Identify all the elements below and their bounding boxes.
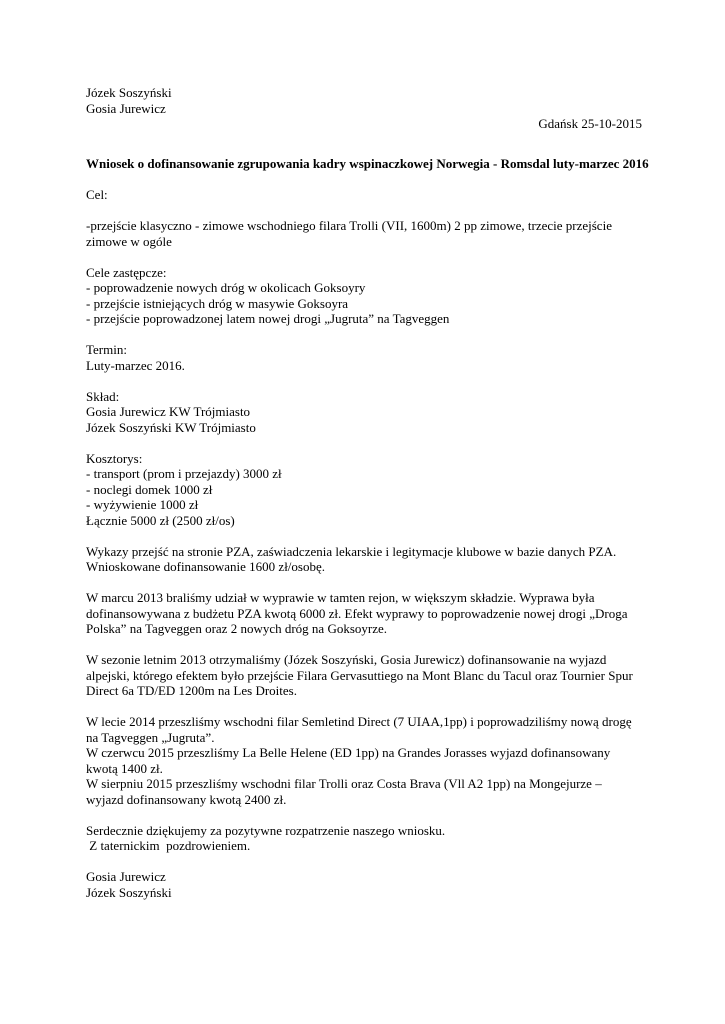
cost-item: - wyżywienie 1000 zł: [86, 497, 199, 512]
term-heading: Termin:: [86, 342, 127, 357]
letter-page: [86, 85, 649, 900]
history-paragraph: W lecie 2014 przeszliśmy wschodni filar Semletind Direct (7 UIAA,1pp) i poprowadziliśmy nową drogę na Tagveggen „Jugruta”.: [86, 714, 632, 745]
history-paragraph: W sezonie letnim 2013 otrzymaliśmy (Józek Soszyński, Gosia Jurewicz) dofinansowanie na wyjazd alpejski, którego efektem było przejście Filara Gervasuttiego na Mont Blanc du Tacul oraz Tournier Spur Direct 6a TD/ED 1200m na Les Droites.: [86, 652, 633, 698]
list-item: - przejście poprowadzonej latem nowej drogi „Jugruta” na Tagveggen: [86, 311, 450, 326]
document-title: Wniosek o dofinansowanie zgrupowania kadry wspinaczkowej Norwegia - Romsdal luty-marzec 2016: [86, 156, 649, 171]
secondary-goals-heading: Cele zastępcze:: [86, 264, 167, 280]
signature-name: Józek Soszyński: [86, 884, 172, 900]
history-paragraph: W sierpniu 2015 przeszliśmy wschodni filar Trolli oraz Costa Brava (Vll A2 1pp) na Mongejurze – wyjazd dofinansowany kwotą 2400 zł.: [86, 776, 602, 807]
history-paragraph: W czerwcu 2015 przeszliśmy La Belle Helene (ED 1pp) na Grandes Jorasses wyjazd dofinansowany kwotą 1400 zł.: [86, 745, 611, 776]
team-member: Józek Soszyński KW Trójmiasto: [86, 419, 256, 435]
author-name: Józek Soszyński: [86, 85, 172, 100]
goal-heading: Cel:: [86, 187, 108, 202]
goal-text: -przejście klasyczno - zimowe wschodniego filara Trolli (VII, 1600m) 2 pp zimowe, trzecie przejście zimowe w ogóle: [86, 218, 612, 249]
cost-item: - noclegi domek 1000 zł: [86, 481, 213, 497]
list-item: - przejście istniejących dróg w masywie Goksoyra: [86, 295, 349, 311]
place-date: Gdańsk 25-10-2015: [538, 116, 642, 131]
team-member: Gosia Jurewicz KW Trójmiasto: [86, 404, 251, 419]
closing-thanks: Serdecznie dziękujemy za pozytywne rozpatrzenie naszego wniosku.: [86, 822, 446, 838]
costs-heading: Kosztorys:: [86, 450, 143, 466]
list-item: - poprowadzenie nowych dróg w okolicach Goksoyry: [86, 280, 366, 295]
records-paragraph: Wykazy przejść na stronie PZA, zaświadczenia lekarskie i legitymacje klubowe w bazie danych PZA. Wnioskowane dofinansowanie 1600 zł/osobę.: [86, 543, 617, 574]
term-value: Luty-marzec 2016.: [86, 357, 185, 373]
closing-regards: Z taternickim pozdrowieniem.: [86, 838, 251, 853]
author-name: Gosia Jurewicz: [86, 100, 166, 116]
team-heading: Skład:: [86, 388, 120, 404]
cost-total: Łącznie 5000 zł (2500 zł/os): [86, 512, 235, 528]
cost-item: - transport (prom i przejazdy) 3000 zł: [86, 466, 282, 481]
history-paragraph: W marcu 2013 braliśmy udział w wyprawie w tamten rejon, w większym składzie. Wyprawa była dofinansowywana z budżetu PZA kwotą 6000 zł. Efekt wyprawy to poprowadzenie nowej drogi „Droga Polska” na Tagveggen oraz 2 nowych dróg na Goksoyrze.: [86, 590, 628, 636]
signature-name: Gosia Jurewicz: [86, 869, 166, 884]
